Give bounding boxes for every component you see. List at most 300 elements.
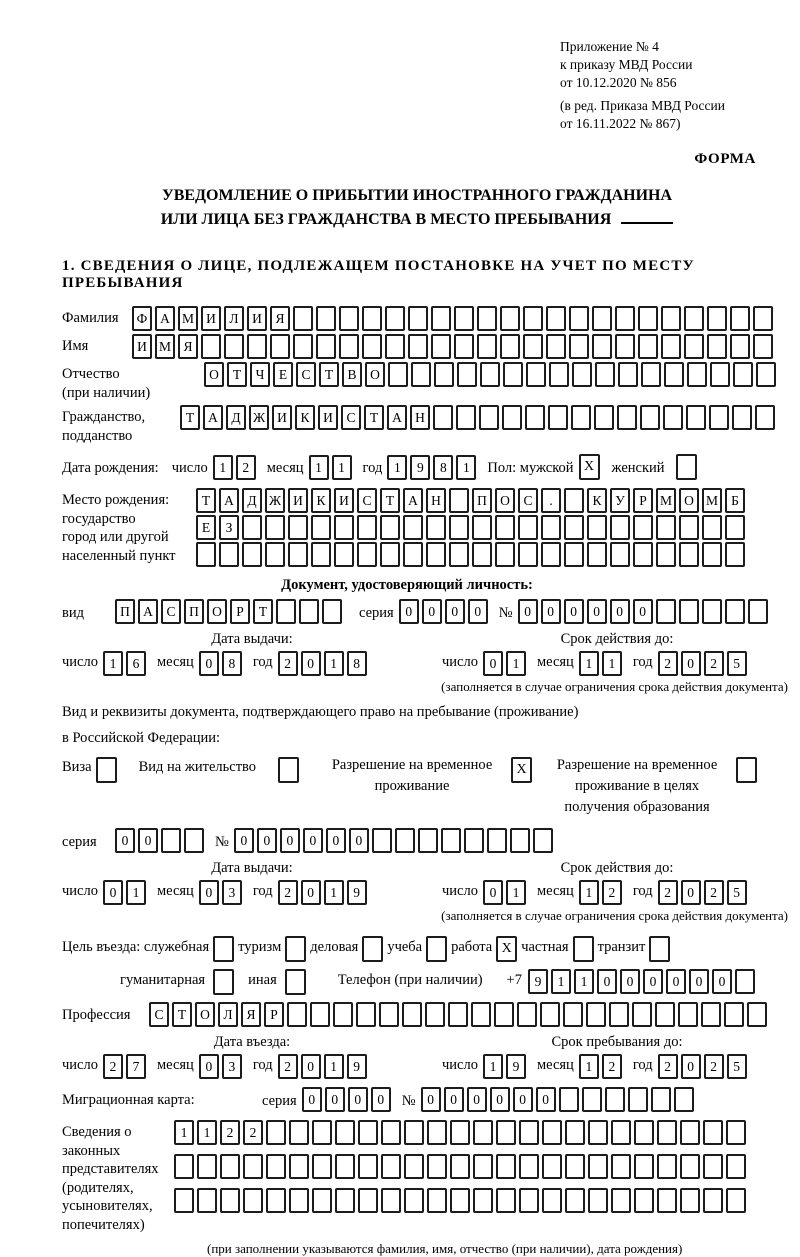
char-cell[interactable]: [385, 306, 405, 331]
char-cell[interactable]: [289, 1154, 309, 1179]
char-cell[interactable]: 5: [727, 651, 747, 676]
char-cell[interactable]: [525, 405, 545, 430]
char-cell[interactable]: Р: [264, 1002, 284, 1027]
char-cell[interactable]: [730, 334, 750, 359]
char-cell[interactable]: 0: [513, 1087, 533, 1112]
char-cell[interactable]: Ч: [250, 362, 270, 387]
char-cell[interactable]: [450, 1154, 470, 1179]
char-cell[interactable]: [638, 306, 658, 331]
char-cell[interactable]: [679, 542, 699, 567]
char-cell[interactable]: [541, 515, 561, 540]
char-cell[interactable]: 1: [574, 969, 594, 994]
char-cell[interactable]: [357, 515, 377, 540]
char-cell[interactable]: [523, 306, 543, 331]
char-cell[interactable]: [404, 1154, 424, 1179]
char-cell[interactable]: [703, 1154, 723, 1179]
char-cell[interactable]: [496, 1154, 516, 1179]
char-cell[interactable]: .: [541, 488, 561, 513]
char-cell[interactable]: [655, 1002, 675, 1027]
char-cell[interactable]: [586, 1002, 606, 1027]
char-cell[interactable]: М: [155, 334, 175, 359]
char-cell[interactable]: [473, 1188, 493, 1213]
char-cell[interactable]: [381, 1120, 401, 1145]
char-cell[interactable]: [312, 1188, 332, 1213]
char-cell[interactable]: 8: [433, 455, 453, 480]
char-cell[interactable]: 1: [197, 1120, 217, 1145]
char-cell[interactable]: [287, 1002, 307, 1027]
char-cell[interactable]: [403, 542, 423, 567]
char-cell[interactable]: 2: [278, 1054, 298, 1079]
char-cell[interactable]: [356, 1002, 376, 1027]
char-cell[interactable]: 1: [456, 455, 476, 480]
char-cell[interactable]: [674, 1087, 694, 1112]
char-cell[interactable]: [679, 599, 699, 624]
char-cell[interactable]: Ж: [265, 488, 285, 513]
char-cell[interactable]: [611, 1188, 631, 1213]
char-cell[interactable]: [611, 1120, 631, 1145]
char-cell[interactable]: В: [342, 362, 362, 387]
char-cell[interactable]: Е: [273, 362, 293, 387]
char-cell[interactable]: [219, 542, 239, 567]
char-cell[interactable]: 7: [126, 1054, 146, 1079]
char-cell[interactable]: [633, 542, 653, 567]
char-cell[interactable]: 1: [579, 1054, 599, 1079]
char-cell[interactable]: [293, 334, 313, 359]
char-cell[interactable]: [582, 1087, 602, 1112]
char-cell[interactable]: И: [334, 488, 354, 513]
char-cell[interactable]: 0: [348, 1087, 368, 1112]
char-cell[interactable]: [733, 362, 753, 387]
char-cell[interactable]: 2: [704, 880, 724, 905]
char-cell[interactable]: [408, 334, 428, 359]
char-cell[interactable]: [661, 306, 681, 331]
char-cell[interactable]: [725, 542, 745, 567]
char-cell[interactable]: 1: [602, 651, 622, 676]
char-cell[interactable]: [335, 1154, 355, 1179]
char-cell[interactable]: [634, 1120, 654, 1145]
char-cell[interactable]: 0: [689, 969, 709, 994]
char-cell[interactable]: [411, 362, 431, 387]
char-cell[interactable]: [403, 515, 423, 540]
char-cell[interactable]: 2: [278, 880, 298, 905]
char-cell[interactable]: 0: [467, 1087, 487, 1112]
purpose-humanitarian-checkbox[interactable]: [213, 969, 234, 995]
char-cell[interactable]: [427, 1154, 447, 1179]
char-cell[interactable]: М: [702, 488, 722, 513]
char-cell[interactable]: Т: [172, 1002, 192, 1027]
char-cell[interactable]: [266, 1188, 286, 1213]
char-cell[interactable]: 0: [303, 828, 323, 853]
char-cell[interactable]: [431, 334, 451, 359]
char-cell[interactable]: 0: [518, 599, 538, 624]
char-cell[interactable]: 5: [727, 880, 747, 905]
char-cell[interactable]: [184, 828, 204, 853]
char-cell[interactable]: Т: [319, 362, 339, 387]
char-cell[interactable]: [753, 306, 773, 331]
char-cell[interactable]: [651, 1087, 671, 1112]
char-cell[interactable]: [335, 1188, 355, 1213]
char-cell[interactable]: [312, 1120, 332, 1145]
char-cell[interactable]: С: [341, 405, 361, 430]
char-cell[interactable]: [710, 362, 730, 387]
char-cell[interactable]: [477, 334, 497, 359]
char-cell[interactable]: Д: [226, 405, 246, 430]
char-cell[interactable]: Р: [633, 488, 653, 513]
char-cell[interactable]: [408, 306, 428, 331]
char-cell[interactable]: [448, 1002, 468, 1027]
char-cell[interactable]: 0: [468, 599, 488, 624]
char-cell[interactable]: 0: [681, 651, 701, 676]
char-cell[interactable]: [701, 1002, 721, 1027]
char-cell[interactable]: [289, 1120, 309, 1145]
char-cell[interactable]: 6: [126, 651, 146, 676]
char-cell[interactable]: [564, 488, 584, 513]
char-cell[interactable]: [385, 334, 405, 359]
char-cell[interactable]: 1: [324, 1054, 344, 1079]
char-cell[interactable]: 2: [658, 651, 678, 676]
purpose-study-checkbox[interactable]: [426, 936, 447, 962]
char-cell[interactable]: [628, 1087, 648, 1112]
char-cell[interactable]: [464, 828, 484, 853]
char-cell[interactable]: [450, 1188, 470, 1213]
char-cell[interactable]: [726, 1188, 746, 1213]
char-cell[interactable]: [726, 1120, 746, 1145]
char-cell[interactable]: [611, 1154, 631, 1179]
char-cell[interactable]: [641, 362, 661, 387]
char-cell[interactable]: [615, 306, 635, 331]
char-cell[interactable]: [592, 334, 612, 359]
char-cell[interactable]: [725, 515, 745, 540]
char-cell[interactable]: [311, 542, 331, 567]
char-cell[interactable]: [433, 405, 453, 430]
char-cell[interactable]: О: [195, 1002, 215, 1027]
char-cell[interactable]: 9: [506, 1054, 526, 1079]
char-cell[interactable]: 0: [301, 880, 321, 905]
char-cell[interactable]: [503, 362, 523, 387]
char-cell[interactable]: [546, 334, 566, 359]
char-cell[interactable]: 8: [347, 651, 367, 676]
char-cell[interactable]: 0: [199, 880, 219, 905]
char-cell[interactable]: [638, 334, 658, 359]
char-cell[interactable]: [680, 1120, 700, 1145]
char-cell[interactable]: А: [219, 488, 239, 513]
char-cell[interactable]: 0: [444, 1087, 464, 1112]
char-cell[interactable]: [592, 306, 612, 331]
char-cell[interactable]: [609, 1002, 629, 1027]
char-cell[interactable]: Б: [725, 488, 745, 513]
char-cell[interactable]: [500, 334, 520, 359]
char-cell[interactable]: [548, 405, 568, 430]
char-cell[interactable]: 2: [103, 1054, 123, 1079]
char-cell[interactable]: [572, 362, 592, 387]
purpose-private-checkbox[interactable]: [573, 936, 594, 962]
char-cell[interactable]: 0: [483, 880, 503, 905]
char-cell[interactable]: 0: [541, 599, 561, 624]
char-cell[interactable]: [404, 1120, 424, 1145]
char-cell[interactable]: Т: [180, 405, 200, 430]
char-cell[interactable]: [726, 1154, 746, 1179]
char-cell[interactable]: [362, 306, 382, 331]
char-cell[interactable]: 0: [302, 1087, 322, 1112]
char-cell[interactable]: [358, 1154, 378, 1179]
char-cell[interactable]: 1: [579, 651, 599, 676]
char-cell[interactable]: [161, 828, 181, 853]
char-cell[interactable]: [334, 542, 354, 567]
char-cell[interactable]: 0: [421, 1087, 441, 1112]
char-cell[interactable]: 1: [483, 1054, 503, 1079]
char-cell[interactable]: [224, 334, 244, 359]
char-cell[interactable]: [588, 1154, 608, 1179]
char-cell[interactable]: 0: [138, 828, 158, 853]
char-cell[interactable]: [441, 828, 461, 853]
char-cell[interactable]: [339, 334, 359, 359]
char-cell[interactable]: [496, 1120, 516, 1145]
char-cell[interactable]: [174, 1154, 194, 1179]
char-cell[interactable]: [449, 515, 469, 540]
char-cell[interactable]: Т: [227, 362, 247, 387]
char-cell[interactable]: [565, 1154, 585, 1179]
char-cell[interactable]: [242, 542, 262, 567]
char-cell[interactable]: [381, 1154, 401, 1179]
char-cell[interactable]: [381, 1188, 401, 1213]
char-cell[interactable]: 0: [301, 1054, 321, 1079]
char-cell[interactable]: [333, 1002, 353, 1027]
char-cell[interactable]: О: [204, 362, 224, 387]
char-cell[interactable]: 9: [347, 880, 367, 905]
char-cell[interactable]: [703, 1188, 723, 1213]
purpose-transit-checkbox[interactable]: [649, 936, 670, 962]
purpose-work-checkbox[interactable]: X: [496, 936, 517, 962]
char-cell[interactable]: [242, 515, 262, 540]
char-cell[interactable]: [594, 405, 614, 430]
char-cell[interactable]: П: [184, 599, 204, 624]
char-cell[interactable]: [311, 515, 331, 540]
char-cell[interactable]: И: [201, 306, 221, 331]
char-cell[interactable]: П: [472, 488, 492, 513]
purpose-other-checkbox[interactable]: [285, 969, 306, 995]
char-cell[interactable]: 0: [234, 828, 254, 853]
char-cell[interactable]: [288, 515, 308, 540]
char-cell[interactable]: А: [203, 405, 223, 430]
char-cell[interactable]: Я: [241, 1002, 261, 1027]
char-cell[interactable]: [293, 306, 313, 331]
char-cell[interactable]: Я: [178, 334, 198, 359]
char-cell[interactable]: [518, 515, 538, 540]
char-cell[interactable]: 3: [222, 880, 242, 905]
char-cell[interactable]: [546, 306, 566, 331]
char-cell[interactable]: 0: [633, 599, 653, 624]
char-cell[interactable]: П: [115, 599, 135, 624]
char-cell[interactable]: [502, 405, 522, 430]
char-cell[interactable]: [495, 515, 515, 540]
char-cell[interactable]: [588, 1120, 608, 1145]
char-cell[interactable]: [664, 362, 684, 387]
char-cell[interactable]: 0: [587, 599, 607, 624]
char-cell[interactable]: [725, 599, 745, 624]
char-cell[interactable]: [473, 1120, 493, 1145]
char-cell[interactable]: [265, 542, 285, 567]
char-cell[interactable]: [680, 1154, 700, 1179]
char-cell[interactable]: [753, 334, 773, 359]
char-cell[interactable]: [686, 405, 706, 430]
char-cell[interactable]: [174, 1188, 194, 1213]
char-cell[interactable]: [270, 334, 290, 359]
char-cell[interactable]: [449, 488, 469, 513]
char-cell[interactable]: [472, 542, 492, 567]
char-cell[interactable]: 1: [103, 651, 123, 676]
char-cell[interactable]: [684, 334, 704, 359]
char-cell[interactable]: [702, 599, 722, 624]
char-cell[interactable]: [426, 542, 446, 567]
char-cell[interactable]: К: [311, 488, 331, 513]
char-cell[interactable]: [709, 405, 729, 430]
char-cell[interactable]: [559, 1087, 579, 1112]
char-cell[interactable]: К: [587, 488, 607, 513]
char-cell[interactable]: 0: [643, 969, 663, 994]
char-cell[interactable]: [656, 599, 676, 624]
char-cell[interactable]: [425, 1002, 445, 1027]
purpose-official-checkbox[interactable]: [213, 936, 234, 962]
char-cell[interactable]: 1: [506, 651, 526, 676]
char-cell[interactable]: А: [138, 599, 158, 624]
char-cell[interactable]: 1: [387, 455, 407, 480]
char-cell[interactable]: 9: [528, 969, 548, 994]
char-cell[interactable]: [732, 405, 752, 430]
char-cell[interactable]: [663, 405, 683, 430]
char-cell[interactable]: [657, 1154, 677, 1179]
char-cell[interactable]: [457, 362, 477, 387]
char-cell[interactable]: [542, 1120, 562, 1145]
char-cell[interactable]: [358, 1120, 378, 1145]
char-cell[interactable]: [540, 1002, 560, 1027]
char-cell[interactable]: 5: [727, 1054, 747, 1079]
char-cell[interactable]: [454, 334, 474, 359]
char-cell[interactable]: [518, 542, 538, 567]
char-cell[interactable]: Ф: [132, 306, 152, 331]
char-cell[interactable]: Л: [224, 306, 244, 331]
temp-edu-checkbox[interactable]: [736, 757, 757, 783]
char-cell[interactable]: [472, 515, 492, 540]
char-cell[interactable]: С: [161, 599, 181, 624]
char-cell[interactable]: [569, 334, 589, 359]
char-cell[interactable]: [380, 515, 400, 540]
char-cell[interactable]: 0: [325, 1087, 345, 1112]
char-cell[interactable]: 0: [399, 599, 419, 624]
gender-female-checkbox[interactable]: [676, 454, 697, 480]
char-cell[interactable]: [610, 542, 630, 567]
char-cell[interactable]: 0: [301, 651, 321, 676]
char-cell[interactable]: [473, 1154, 493, 1179]
char-cell[interactable]: 2: [278, 651, 298, 676]
purpose-tourism-checkbox[interactable]: [285, 936, 306, 962]
char-cell[interactable]: [494, 1002, 514, 1027]
char-cell[interactable]: Л: [218, 1002, 238, 1027]
char-cell[interactable]: 3: [222, 1054, 242, 1079]
char-cell[interactable]: [661, 334, 681, 359]
char-cell[interactable]: 2: [602, 880, 622, 905]
char-cell[interactable]: 2: [704, 1054, 724, 1079]
char-cell[interactable]: Т: [380, 488, 400, 513]
char-cell[interactable]: [735, 969, 755, 994]
char-cell[interactable]: С: [296, 362, 316, 387]
char-cell[interactable]: [656, 515, 676, 540]
char-cell[interactable]: 0: [536, 1087, 556, 1112]
char-cell[interactable]: [243, 1188, 263, 1213]
char-cell[interactable]: [640, 405, 660, 430]
char-cell[interactable]: [519, 1120, 539, 1145]
char-cell[interactable]: Т: [253, 599, 273, 624]
char-cell[interactable]: [450, 1120, 470, 1145]
char-cell[interactable]: [679, 515, 699, 540]
char-cell[interactable]: 0: [681, 880, 701, 905]
char-cell[interactable]: [588, 1188, 608, 1213]
char-cell[interactable]: [197, 1188, 217, 1213]
char-cell[interactable]: [617, 405, 637, 430]
char-cell[interactable]: [618, 362, 638, 387]
char-cell[interactable]: У: [610, 488, 630, 513]
char-cell[interactable]: 0: [564, 599, 584, 624]
char-cell[interactable]: [456, 405, 476, 430]
char-cell[interactable]: [243, 1154, 263, 1179]
char-cell[interactable]: З: [219, 515, 239, 540]
char-cell[interactable]: [542, 1188, 562, 1213]
char-cell[interactable]: [427, 1188, 447, 1213]
char-cell[interactable]: [657, 1120, 677, 1145]
char-cell[interactable]: [747, 1002, 767, 1027]
char-cell[interactable]: [564, 515, 584, 540]
char-cell[interactable]: [372, 828, 392, 853]
char-cell[interactable]: [266, 1154, 286, 1179]
residence-permit-checkbox[interactable]: [278, 757, 299, 783]
char-cell[interactable]: [500, 306, 520, 331]
char-cell[interactable]: [220, 1188, 240, 1213]
visa-checkbox[interactable]: [96, 757, 117, 783]
char-cell[interactable]: [426, 515, 446, 540]
char-cell[interactable]: Р: [230, 599, 250, 624]
char-cell[interactable]: [730, 306, 750, 331]
char-cell[interactable]: [519, 1154, 539, 1179]
char-cell[interactable]: 1: [126, 880, 146, 905]
char-cell[interactable]: 0: [371, 1087, 391, 1112]
char-cell[interactable]: [587, 515, 607, 540]
char-cell[interactable]: [680, 1188, 700, 1213]
char-cell[interactable]: [404, 1188, 424, 1213]
char-cell[interactable]: О: [207, 599, 227, 624]
char-cell[interactable]: [276, 599, 296, 624]
char-cell[interactable]: 9: [410, 455, 430, 480]
char-cell[interactable]: [610, 515, 630, 540]
char-cell[interactable]: [247, 334, 267, 359]
purpose-business-checkbox[interactable]: [362, 936, 383, 962]
char-cell[interactable]: [678, 1002, 698, 1027]
char-cell[interactable]: [316, 334, 336, 359]
char-cell[interactable]: 0: [422, 599, 442, 624]
char-cell[interactable]: С: [518, 488, 538, 513]
char-cell[interactable]: [755, 405, 775, 430]
char-cell[interactable]: [265, 515, 285, 540]
char-cell[interactable]: [707, 334, 727, 359]
char-cell[interactable]: [288, 542, 308, 567]
char-cell[interactable]: И: [247, 306, 267, 331]
char-cell[interactable]: [266, 1120, 286, 1145]
temp-permit-checkbox[interactable]: X: [511, 757, 532, 783]
char-cell[interactable]: И: [288, 488, 308, 513]
char-cell[interactable]: 0: [620, 969, 640, 994]
char-cell[interactable]: [634, 1154, 654, 1179]
char-cell[interactable]: [565, 1120, 585, 1145]
char-cell[interactable]: [707, 306, 727, 331]
char-cell[interactable]: [434, 362, 454, 387]
